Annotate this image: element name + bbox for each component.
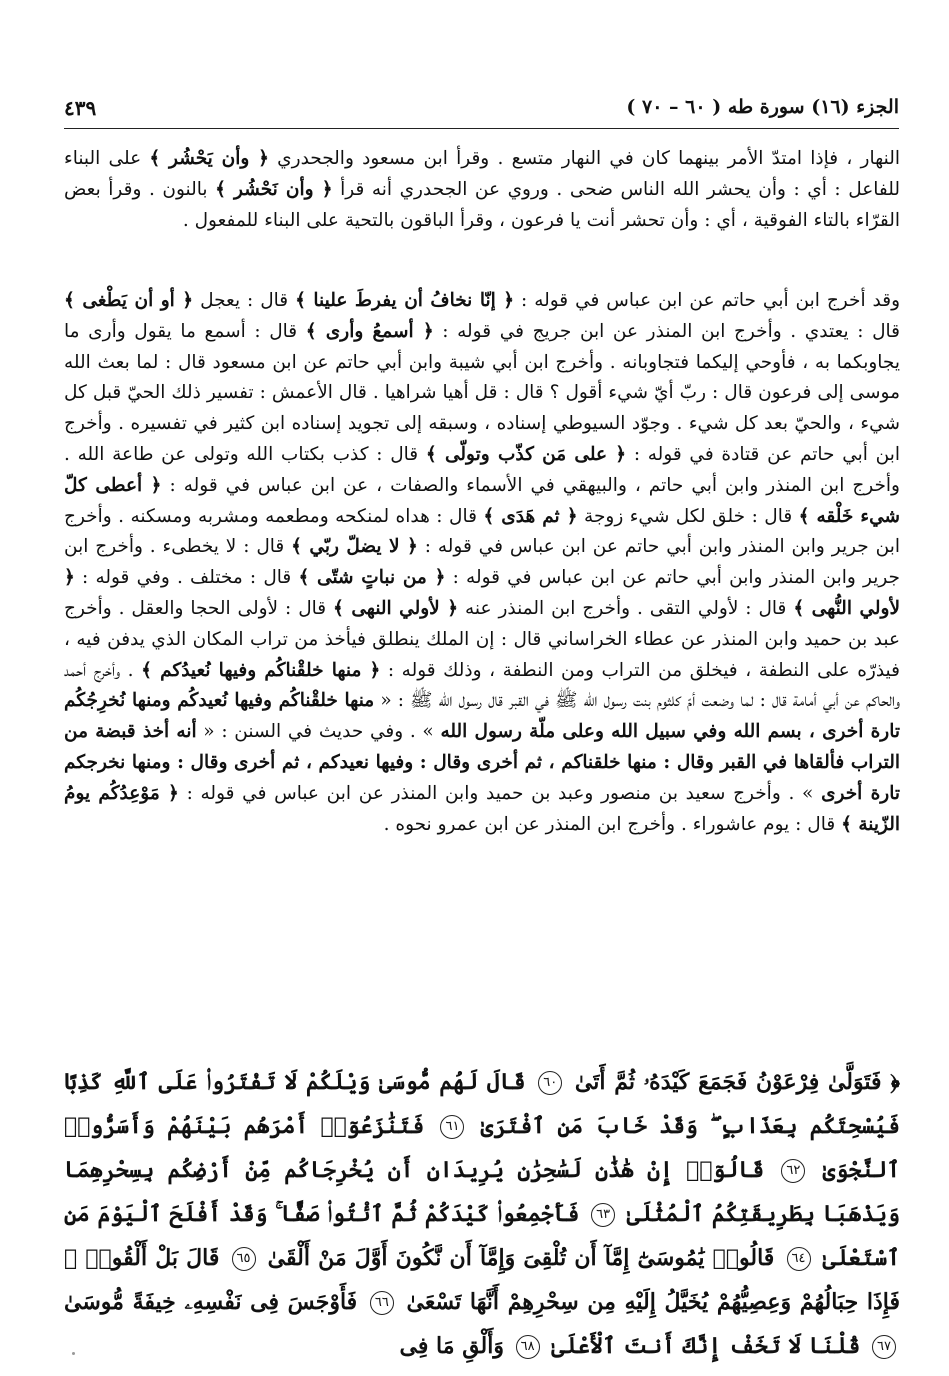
text-segment: قال : يعجل <box>193 290 296 311</box>
quoted-text: ﴿ على مَن كذّب وتولّى ﴾ <box>425 443 627 465</box>
quoted-text: ﴿ من نباتٍ شتّى ﴾ <box>298 567 446 589</box>
verse-number-marker: ٦١ <box>440 1115 464 1139</box>
text-segment: قال : يوم عاشوراء . وأخرج ابن المنذر عن ابن عمرو نحوه . <box>383 813 842 835</box>
verse-text: قَالُوا۟ يَٰمُوسَىٰٓ إِمَّآ أَن تُلْقِىَ وَإِمَّآ أَن نَّكُونَ أَوَّلَ مَنْ أَلْقَىٰ <box>259 1245 775 1271</box>
header-title: الجزء (١٦) سورة طه ( ٦٠ – ٧٠ ) <box>626 96 899 118</box>
verse-number-marker: ٦٢ <box>781 1159 805 1183</box>
verse-text: قَالَ لَهُم مُّوسَىٰ وَيْلَكُمْ لَا تَفْتَرُوا۟ عَلَى ٱللَّهِ كَذِبًا فَيُسْحِتَكُم بِعَذَابٍ ۖ وَقَدْ خَابَ مَنِ ٱفْتَرَىٰ <box>64 1069 900 1139</box>
text-segment: قال : لا يخطىء . وأخرج ابن جرير وابن المنذر وابن أبي حاتم عن ابن عباس في قوله : <box>64 536 900 589</box>
text-segment: على البناء للفاعل : أي : وأن يحشر الله الناس ضحى . وروي عن الجحدري أنه قرأ <box>64 148 901 200</box>
quoted-text: ﴿ أعطى كلّ شيء خَلْقه ﴾ <box>64 474 900 527</box>
quoted-text: أنه أخذ قبضة من التراب فألقاها في القبر وقال : منها خلقناكم ، ثم أخرى وقال : وفيها نعيدكم ، ثم أخرى وقال : ومنها نخرجكم تارة أخرى <box>64 721 901 804</box>
text-segment: قال : أسمع ما يقول وأرى ما يجاوبكما به ، فأوحي إليكما فتجاوبانه . وأخرج ابن أبي شيبة وابن أبي حاتم عن ابن مسعود قال : لما بعث الله موسى إلى فرعون قال : ربّ أيّ شيء أقول ؟ قال : قل أهيا شراهيا . قال الأعمش : تفسير ذلك الحيّ قبل كل شيء ، والحيّ بعد كل شيء . وجوّد السيوطي إسناده ، وسبقه إلى تجويد إسناده ابن كثير في تفسيره . وأخرج ابن أبي حاتم عن قتادة في قوله : <box>64 320 900 465</box>
verse-number-marker: ٦٧ <box>872 1335 896 1359</box>
commentary-paragraph-1 <box>64 144 900 236</box>
text-segment: وقد أخرج ابن أبي حاتم عن ابن عباس في قوله : <box>514 290 901 311</box>
text-segment: قال : لأولى الحجا والعقل . وأخرج عبد بن حميد وابن المنذر عن عطاء الخراساني قال : إن الملك ينطلق فيأخذ من تراب المكان الذي يدفن فيه ، فيذرّه على النطفة ، فيخلق من التراب ومن النطفة ، وذلك قوله : <box>64 597 900 681</box>
commentary-paragraph-2 <box>64 286 900 840</box>
text-segment: قال : كذب بكتاب الله وتولى عن طاعة الله . وأخرج ابن المنذر وابن أبي حاتم ، والبيهقي في الأسماء والصفات ، عن ابن عباس في قوله : <box>64 443 900 496</box>
verse-text: ﴿ فَتَوَلَّىٰ فِرْعَوْنُ فَجَمَعَ كَيْدَهُۥ ثُمَّ أَتَىٰ <box>566 1069 900 1095</box>
verse-text: قُلْنَا لَا تَخَفْ إِنَّكَ أَنتَ ٱلْأَعْلَىٰ <box>543 1333 861 1359</box>
text-segment: قال : خلق لكل شيء زوجة <box>577 505 799 527</box>
verse-text: قَالُوٓا۟ إِنْ هَٰذَٰنِ لَسَٰحِرَٰنِ يُرِيدَانِ أَن يُخْرِجَاكُم مِّنْ أَرْضِكُم بِسِحْرِهِمَا وَيَذْهَبَا بِطَرِيقَتِكُمُ ٱلْمُثْلَىٰ <box>64 1157 900 1227</box>
text-segment: النهار ، فإذا امتدّ الأمر بينهما كان في النهار متسع . وقرأ ابن مسعود والجحدري <box>268 148 901 169</box>
quoted-text: ﴿ لأولي النهى ﴾ <box>333 597 459 619</box>
verse-number-marker: ٦٨ <box>516 1335 540 1359</box>
quoted-text: منها خلقْناكُم وفيها نُعيدكُم ومنها نُخرِجُكُم تارة أخرى ، بسم الله وفي سبيل الله وعلى ملّة رسول الله <box>64 690 901 743</box>
verse-text: قَالَ بَلْ أَلْقُوا۟ ۖ فَإِذَا حِبَالُهُمْ وَعِصِيُّهُمْ يُخَيَّلُ إِلَيْهِ مِن سِحْرِهِمْ أَنَّهَا تَسْعَىٰ <box>64 1245 900 1315</box>
text-segment: » . وفي حديث في السنن : « <box>196 721 441 743</box>
quoted-text: ﴿ وأن نَحْشُر ﴾ <box>215 178 333 200</box>
text-segment: قال : لأولي التقى . وأخرج ابن المنذر عنه <box>458 597 794 619</box>
verse-text: فَأَوْجَسَ فِى نَفْسِهِۦ خِيفَةً مُّوسَىٰ <box>64 1289 358 1315</box>
text-segment: قال : مختلف . وفي قوله : <box>74 567 299 589</box>
quoted-text: ﴿ لأولي النُّهى ﴾ <box>64 567 900 619</box>
text-segment: » . وأخرج سعيد بن منصور وعبد بن حميد وابن المنذر عن ابن عباس في قوله : <box>178 782 822 804</box>
quoted-text: ﴿ إنّا نخافُ أن يفرطَ علينا ﴾ <box>295 290 515 311</box>
text-segment: بالنون . وقرأ بعض القرّاء بالتاء الفوقية ، أي : وأن تحشر أنت يا فرعون ، وقرأ الباقون بالتحية على البناء للمفعول . <box>64 178 900 231</box>
quoted-text: ﴿ وأن يَحْشُر ﴾ <box>149 148 269 169</box>
text-segment: قال : هداه لمنكحه ومطعمه ومشربه ومسكنه . وأخرج ابن جرير وابن المنذر وابن أبي حاتم عن ابن عباس في قوله : <box>64 505 900 558</box>
quoted-text: ﴿ لا يضلّ ربّي ﴾ <box>291 536 418 558</box>
verse-text: فَتَنَٰزَعُوٓا۟ أَمْرَهُم بَيْنَهُمْ وَأَسَرُّوا۟ ٱلنَّجْوَىٰ <box>64 1113 900 1183</box>
verse-number-marker: ٦٦ <box>370 1291 394 1315</box>
text-segment: . وأخرج أحمد والحاكم عن أبي أمامة قال : لما وضعت أمّ كلثوم بنت رسول الله ﷺ في القبر قال رسول الله ﷺ : « <box>64 659 901 712</box>
verse-number-marker: ٦٣ <box>591 1203 615 1227</box>
running-header <box>64 92 899 129</box>
quoted-text: ﴿ مَوْعِدُكُم يومُ الزّينة ﴾ <box>64 782 900 835</box>
quoted-text: ﴿ أو أن يَطْغى ﴾ <box>64 290 194 311</box>
quoted-text: ﴿ أسمعُ وأرى ﴾ <box>305 320 434 342</box>
verse-number-marker: ٦٤ <box>787 1247 811 1271</box>
footer-mark <box>72 1352 75 1355</box>
quran-verses-block <box>64 1060 900 1368</box>
verse-number-marker: ٦٥ <box>232 1247 256 1271</box>
verse-text: وَأَلْقِ مَا فِى <box>399 1333 504 1359</box>
quoted-text: ﴿ منها خلقْناكُم وفيها نُعيدُكم ﴾ <box>141 659 381 681</box>
quoted-text: ﴿ ثم هَدَى ﴾ <box>483 505 578 527</box>
verse-number-marker: ٦٠ <box>538 1071 562 1095</box>
text-segment: قال : يعتدي . وأخرج ابن المنذر عن ابن جريج في قوله : <box>433 320 900 342</box>
page-number: ٤٣٩ <box>64 96 97 120</box>
verse-text: فَأَجْمِعُوا۟ كَيْدَكُمْ ثُمَّ ٱئْتُوا۟ صَفًّا ۚ وَقَدْ أَفْلَحَ ٱلْيَوْمَ مَنِ ٱسْتَعْلَىٰ <box>64 1201 900 1271</box>
